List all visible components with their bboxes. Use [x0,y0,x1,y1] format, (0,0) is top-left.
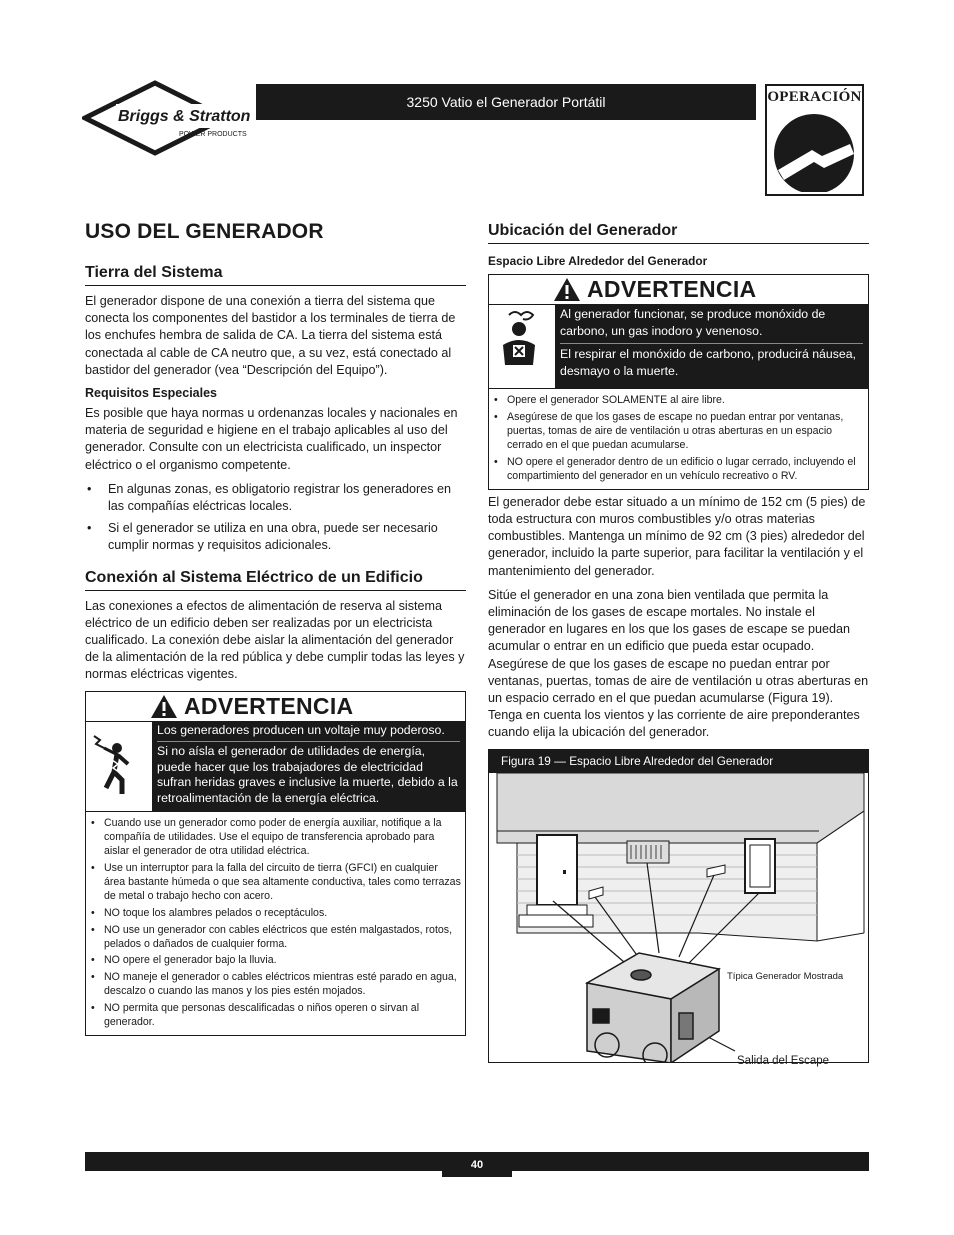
figure-19 [488,749,869,1067]
warning-hazard-row [489,305,868,389]
paragraph: Es posible que haya normas u ordenanzas locales y nacionales en materia de seguridad e higiene en el trabajo aplicables al uso del generador. Consulte con un electricista cualificado, un inspector eléctrico o el organismo competente. [85,406,458,472]
warning-header [86,692,465,722]
operation-section-badge [765,84,864,196]
warning-hazard-text [555,305,868,388]
list-item: • NO use un generador con cables eléctricos que estén malgastados, rotos, pelados o dañados de cualquier forma. [90,923,461,951]
generator-clearance-illustration [489,773,868,1062]
hazard-line: Al generador funcionar, se produce monóxido de carbono, un gas inodoro y venenoso. [560,307,826,338]
hazard-line: Si no aísla el generador de utilidades de energía, puede hacer que los trabajadores de electricidad sufran heridas graves e inclusive la muerte, debido a la retroalimentación de la energía eléctrica. [157,744,458,805]
section-title-ubicacion: Ubicación del Generador [488,222,869,244]
briggs-stratton-logo [82,80,262,156]
paragraph: El generador debe estar situado a un mínimo de 152 cm (5 pies) de toda estructura con muros combustibles y/o otras materias combustibles. Mantenga un mínimo de 92 cm (3 pies) alrededor del generador, incluido la parte superior, para facilitar la ventilación y el mantenimiento del generador. [488,494,866,578]
warning-bullet-list [86,812,465,1035]
warning-title: ADVERTENCIA [587,276,757,302]
product-title-bar [256,84,756,120]
label-exhaust-outlet: Salida del Escape [737,1054,830,1067]
list-item: • Si el generador se utiliza en una obra, puede ser necesario cumplir normas y requisitos adicionales. [85,520,466,554]
list-item: • NO maneje el generador o cables eléctricos mientras esté parado en agua, descalzo o cuando las manos y los pies estén mojados. [90,970,461,998]
section-title-conexion: Conexión al Sistema Eléctrico de un Edificio [85,569,466,591]
label-typical-generator: Típica Generador Mostrada [727,970,844,982]
warning-box-electrical [85,691,466,1036]
warning-hazard-text [152,722,465,811]
page-number: 40 [442,1152,512,1177]
list-item: • NO toque los alambres pelados o receptáculos. [90,906,461,920]
warning-box-carbon-monoxide [488,274,869,490]
warning-title: ADVERTENCIA [184,692,354,719]
toxic-fumes-icon [489,305,555,388]
list-item: • En algunas zonas, es obligatorio registrar los generadores en las compañías eléctricas locales. [85,481,466,515]
list-item: • Opere el generador SOLAMENTE al aire libre. [493,393,864,407]
subheading-espacio: Espacio Libre Alrededor del Generador [488,254,708,268]
subheading-requisitos: Requisitos Especiales [85,386,218,401]
figure-caption: Figura 19 — Espacio Libre Alrededor del Generador [489,750,868,773]
svg-text:POWER PRODUCTS: POWER PRODUCTS [179,131,247,138]
paragraph: Las conexiones a efectos de alimentación de reserva al sistema eléctrico de un edificio deben ser realizadas por un electricista cualificado. La conexión debe aislar la alimentación del generador de la alimentación de la red pública y debe cumplir todas las leyes y normas eléctricas vigentes. [85,598,465,682]
hand-crank-icon [770,110,859,192]
warning-header [489,275,868,305]
warning-bullet-list [489,389,868,489]
hazard-line: El respirar el monóxido de carbono, producirá náusea, desmayo o la muerte. [560,347,856,378]
bullet-list [85,481,466,555]
svg-text:Briggs & Stratton: Briggs & Stratton [118,108,251,125]
list-item: • Use un interruptor para la falla del circuito de tierra (GFCI) en cualquier área bastante húmeda o que sea altamente conductiva, tales como terrazas de metal o trabajo hecho con acero. [90,861,461,904]
right-column [488,222,869,1067]
list-item: • Cuando use un generador como poder de energía auxiliar, notifique a la compañía de utilidades. Use el equipo de transferencia aprobado para aislar el generador de otra utilidad eléctrica. [90,816,461,859]
paragraph: El generador dispone de una conexión a tierra del sistema que conecta los componentes del bastidor a los terminales de tierra de los enchufes hembra de salida de CA. La tierra del sistema está conectada al cable de CA neutro que, a su vez, está conectado al bastidor del generador (vea “Descripción del Equipo”). [85,294,456,377]
list-item: • NO permita que personas descalificadas o niños operen o sirvan al generador. [90,1001,461,1029]
hazard-line: Los generadores producen un voltaje muy poderoso. [157,722,445,737]
figure-illustration [489,773,868,1067]
warning-triangle-icon [150,694,178,719]
list-item: • NO opere el generador bajo la lluvia. [90,953,461,967]
warning-triangle-icon [553,277,581,302]
warning-hazard-row [86,722,465,812]
section-title-tierra: Tierra del Sistema [85,264,466,286]
page-title: USO DEL GENERADOR [85,220,324,243]
product-title: 3250 Vatio el Generador Portátil [406,94,606,110]
list-item: • Asegúrese de que los gases de escape no puedan entrar por ventanas, puertas, tomas de aire de ventilación u otras aberturas en un espacio cerrado en el que puedan acumularse. [493,410,864,453]
list-item: • NO opere el generador dentro de un edificio o lugar cerrado, incluyendo el compartimiento del generador en un vehículo recreativo o RV. [493,455,864,483]
section-badge-label: OPERACIÓN [767,89,862,105]
electric-shock-icon [86,722,152,811]
left-column [85,220,466,1036]
paragraph: Sitúe el generador en una zona bien ventilada que permita la eliminación de los gases de escape mortales. No instale el generador en lugares en los que los gases de escape se puedan acumular o entrar en un edificio que pueda estar ocupado. Asegúrese de que los gases de escape no puedan entrar por ventanas, puertas, tomas de aire de ventilación u otras aberturas en un espacio cerrado en el que puedan acumularse (Figura 19). Tenga en cuenta los vientos y las corriente de aire preponderantes cuando elija la ubicación del generador. [488,587,869,740]
